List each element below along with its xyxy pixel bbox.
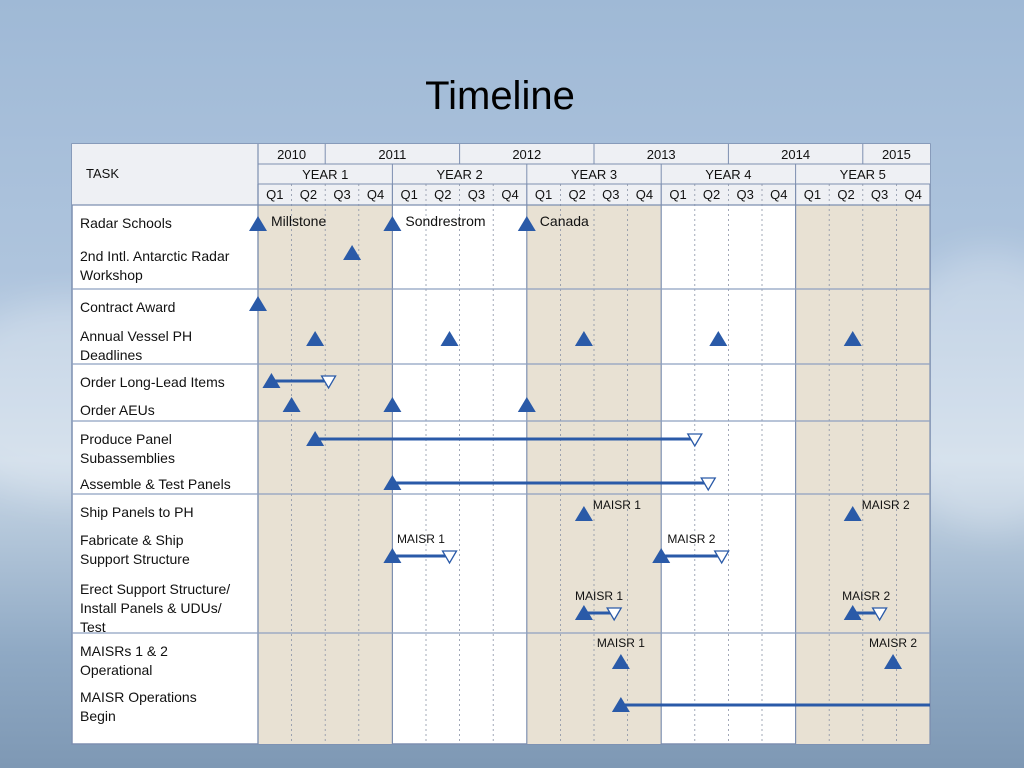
task-label: Support Structure bbox=[80, 551, 190, 567]
task-label: Deadlines bbox=[80, 347, 143, 363]
task-label: Ship Panels to PH bbox=[80, 504, 194, 520]
quarter-label: Q2 bbox=[568, 187, 586, 202]
program-year-label: YEAR 4 bbox=[705, 167, 752, 182]
program-year-label: YEAR 1 bbox=[302, 167, 349, 182]
bar-label: MAISR 1 bbox=[575, 589, 624, 603]
program-year-label: YEAR 3 bbox=[570, 167, 618, 182]
program-year-label: YEAR 5 bbox=[839, 167, 886, 182]
task-label: Operational bbox=[80, 662, 153, 678]
bar-label: MAISR 2 bbox=[842, 589, 891, 603]
quarter-label: Q4 bbox=[770, 187, 788, 202]
task-label: Workshop bbox=[80, 267, 143, 283]
task-label: Erect Support Structure/ bbox=[80, 581, 231, 597]
quarter-label: Q3 bbox=[870, 187, 889, 202]
milestone-label: Millstone bbox=[271, 213, 327, 229]
calendar-year-label: 2011 bbox=[378, 147, 407, 162]
task-label: Begin bbox=[80, 708, 116, 724]
quarter-label: Q1 bbox=[669, 187, 687, 202]
task-label: MAISRs 1 & 2 bbox=[80, 643, 168, 659]
milestone-label: Sondrestrom bbox=[405, 213, 486, 229]
milestone-label: MAISR 2 bbox=[869, 636, 918, 650]
bar-label: MAISR 2 bbox=[667, 532, 716, 546]
calendar-year-label: 2013 bbox=[646, 147, 676, 162]
task-label: Fabricate & Ship bbox=[80, 532, 184, 548]
quarter-label: Q2 bbox=[434, 187, 452, 202]
slide-title: Timeline bbox=[425, 74, 575, 118]
task-label: 2nd Intl. Antarctic Radar bbox=[80, 248, 230, 264]
milestone-label: MAISR 1 bbox=[596, 636, 645, 650]
quarter-label: Q3 bbox=[602, 187, 620, 202]
calendar-year-label: 2014 bbox=[781, 147, 811, 162]
milestone-label: MAISR 1 bbox=[592, 498, 641, 512]
quarter-label: Q1 bbox=[266, 187, 284, 202]
task-label: Annual Vessel PH bbox=[80, 328, 193, 344]
task-label: Subassemblies bbox=[80, 450, 175, 466]
quarter-label: Q4 bbox=[366, 187, 385, 202]
quarter-label: Q4 bbox=[635, 187, 654, 202]
quarter-label: Q2 bbox=[702, 187, 721, 202]
task-label: Order Long-Lead Items bbox=[80, 374, 225, 390]
calendar-year-label: 2010 bbox=[277, 147, 307, 162]
calendar-year-label: 2015 bbox=[881, 147, 911, 162]
quarter-label: Q2 bbox=[299, 187, 318, 202]
task-label: Test bbox=[80, 619, 106, 635]
quarter-label: Q3 bbox=[736, 187, 754, 202]
quarter-label: Q1 bbox=[803, 187, 822, 202]
quarter-label: Q1 bbox=[400, 187, 418, 202]
quarter-label: Q3 bbox=[333, 187, 351, 202]
task-label: MAISR Operations bbox=[80, 689, 197, 705]
quarter-label: Q3 bbox=[467, 187, 486, 202]
bar-label: MAISR 1 bbox=[396, 532, 445, 546]
task-label: Install Panels & UDUs/ bbox=[80, 600, 222, 616]
task-label: Radar Schools bbox=[80, 215, 172, 231]
calendar-year-label: 2012 bbox=[512, 147, 542, 162]
quarter-label: Q4 bbox=[501, 187, 519, 202]
quarter-label: Q4 bbox=[904, 187, 922, 202]
milestone-label: Canada bbox=[539, 213, 589, 229]
program-year-label: YEAR 2 bbox=[436, 167, 483, 182]
task-label: Contract Award bbox=[80, 299, 176, 315]
task-label: Produce Panel bbox=[80, 431, 172, 447]
quarter-label: Q2 bbox=[837, 187, 855, 202]
quarter-label: Q1 bbox=[534, 187, 553, 202]
task-label: Order AEUs bbox=[80, 402, 155, 418]
task-header-label: TASK bbox=[86, 166, 119, 181]
milestone-label: MAISR 2 bbox=[861, 498, 910, 512]
task-label: Assemble & Test Panels bbox=[80, 476, 231, 492]
